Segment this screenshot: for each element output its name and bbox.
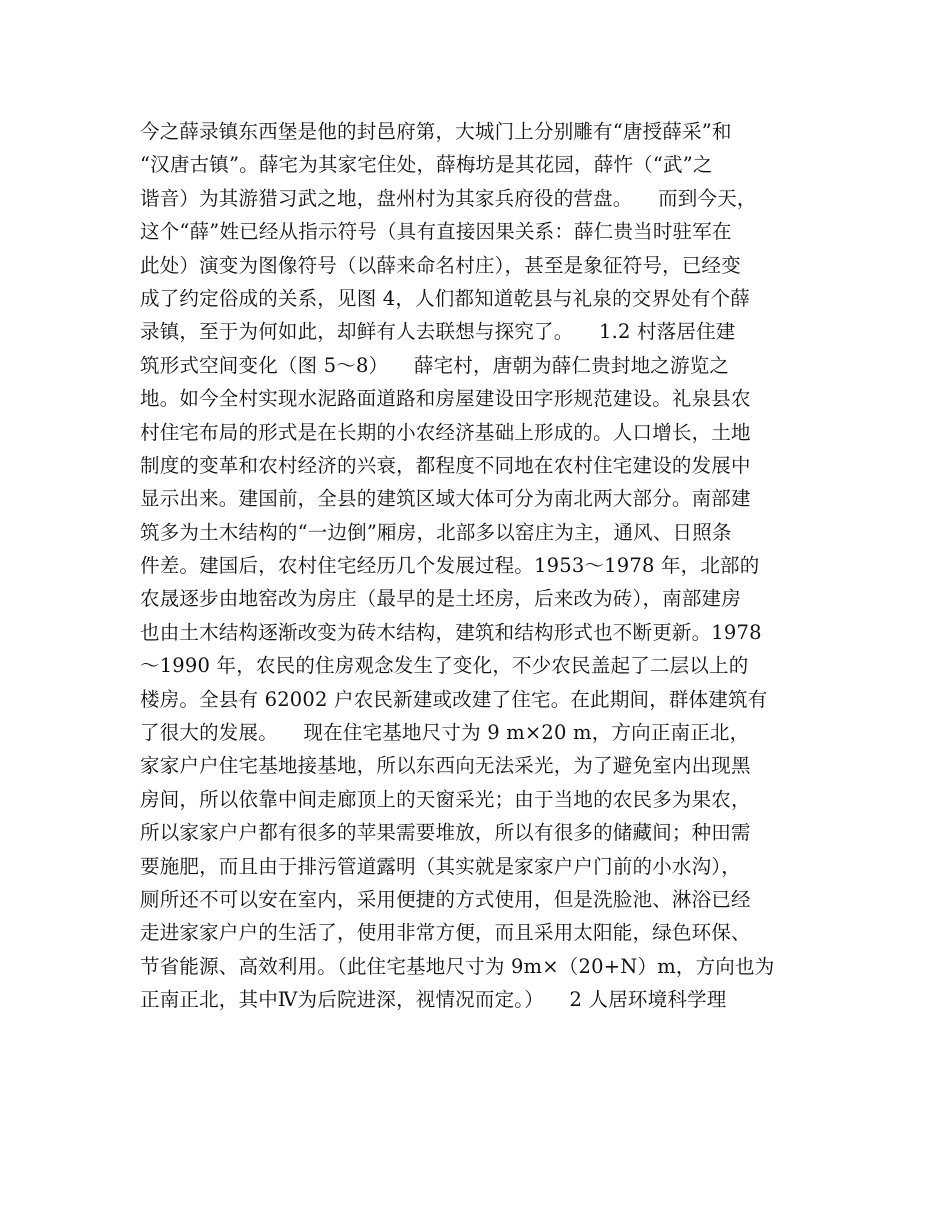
text-line: 制度的变革和农村经济的兴衰，都程度不同地在农村住宅建设的发展中 — [140, 453, 751, 477]
text-line: 谐音）为其游猎习武之地，盘州村为其家兵府役的营盘。 而到今天， — [140, 186, 757, 210]
text-line: 所以家家户户都有很多的苹果需要堆放，所以有很多的储藏间；种田需 — [140, 821, 751, 845]
text-line: 也由土木结构逐渐改变为砖木结构，建筑和结构形式也不断更新。1978 — [140, 620, 762, 644]
text-line: 成了约定俗成的关系，见图 4，人们都知道乾县与礼泉的交界处有个薛 — [140, 286, 751, 310]
text-line: 走进家家户户的生活了，使用非常方便，而且采用太阳能，绿色环保、 — [140, 921, 751, 945]
text-line: 件差。建国后，农村住宅经历几个发展过程。1953～1978 年，北部的 — [140, 554, 760, 578]
body-text — [140, 115, 830, 1017]
text-line: 要施肥，而且由于排污管道露明（其实就是家家户户门前的小水沟）， — [140, 854, 741, 878]
text-line: “汉唐古镇”。薛宅为其家宅住处，薛梅坊是其花园，薛忤（“武”之 — [140, 153, 713, 177]
text-line: 家家户户住宅基地接基地，所以东西向无法采光，为了避免室内出现黑 — [140, 754, 751, 778]
text-line: 节省能源、高效利用。（此住宅基地尺寸为 9m×（20+N）m，方向也为 — [140, 954, 775, 978]
text-line: 此处）演变为图像符号（以薛来命名村庄），甚至是象征符号，已经变 — [140, 253, 741, 277]
text-line: ～1990 年，农民的住房观念发生了变化，不少农民盖起了二层以上的 — [140, 654, 749, 678]
text-line: 村住宅布局的形式是在长期的小农经济基础上形成的。人口增长，土地 — [140, 420, 751, 444]
text-line: 了很大的发展。 现在住宅基地尺寸为 9 m×20 m，方向正南正北， — [140, 721, 750, 745]
text-line: 录镇，至于为何如此，却鲜有人去联想与探究了。 1.2 村落居住建 — [140, 320, 736, 344]
text-line: 今之薛录镇东西堡是他的封邑府第，大城门上分别雕有“唐授薛采”和 — [140, 120, 732, 143]
text-line: 农晟逐步由地窑改为房庄（最早的是土坯房，后来改为砖），南部建房 — [140, 587, 741, 611]
text-line: 楼房。全县有 62002 户农民新建或改建了住宅。在此期间，群体建筑有 — [140, 687, 768, 711]
text-line: 筑多为土木结构的“一边倒”厢房，北部多以窑庄为主，通风、日照条 — [140, 520, 732, 544]
text-line: 地。如今全村实现水泥路面道路和房屋建设田字形规范建设。礼泉县农 — [140, 387, 751, 411]
text-line: 房间，所以依靠中间走廊顶上的天窗采光；由于当地的农民多为果农， — [140, 787, 751, 811]
text-line: 厕所还不可以安在室内，采用便捷的方式使用，但是洗脸池、淋浴已经 — [140, 887, 751, 911]
text-line: 筑形式空间变化（图 5～8） 薛宅村，唐朝为薛仁贵封地之游览之 — [140, 353, 730, 377]
text-line: 正南正北，其中Ⅳ为后院进深，视情况而定。） 2 人居环境科学理 — [140, 988, 727, 1012]
text-line: 这个“薛”姓已经从指示符号（具有直接因果关系：薛仁贵当时驻军在 — [140, 220, 732, 244]
text-line: 显示出来。建国前，全县的建筑区域大体可分为南北两大部分。南部建 — [140, 487, 751, 511]
